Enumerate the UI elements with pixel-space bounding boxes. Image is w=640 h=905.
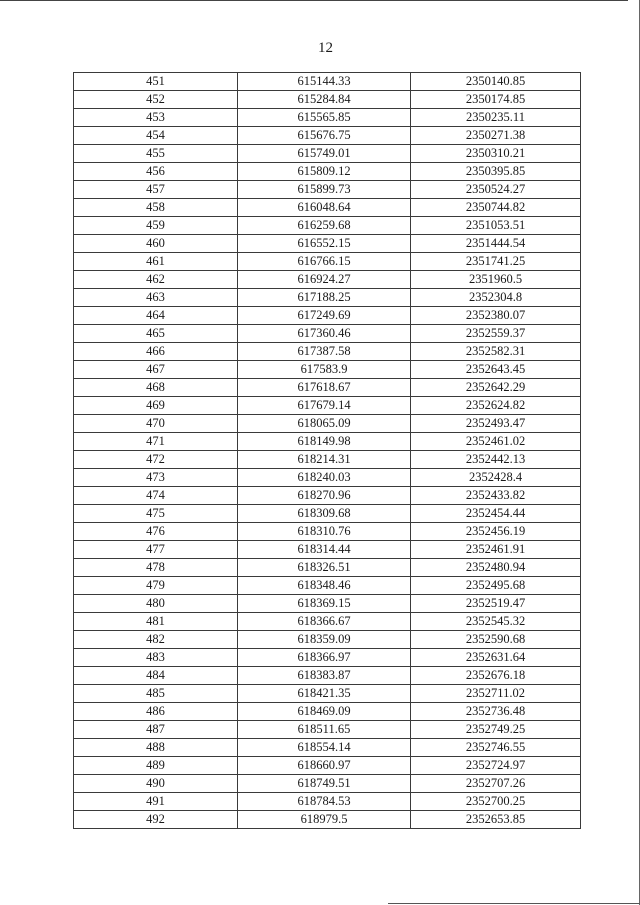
page-edge-top — [0, 0, 628, 1]
y-coordinate-cell: 2352653.85 — [411, 811, 581, 829]
y-coordinate-cell: 2352631.64 — [411, 649, 581, 667]
table-row — [74, 505, 581, 523]
x-coordinate-cell: 615284.84 — [238, 91, 411, 109]
point-number-cell: 471 — [74, 433, 238, 451]
y-coordinate-cell: 2352380.07 — [411, 307, 581, 325]
point-number-cell: 456 — [74, 163, 238, 181]
table-row — [74, 127, 581, 145]
y-coordinate-cell: 2350744.82 — [411, 199, 581, 217]
point-number-cell: 470 — [74, 415, 238, 433]
table-row — [74, 397, 581, 415]
table-row — [74, 361, 581, 379]
point-number-cell: 486 — [74, 703, 238, 721]
point-number-cell: 483 — [74, 649, 238, 667]
x-coordinate-cell: 615144.33 — [238, 73, 411, 91]
point-number-cell: 474 — [74, 487, 238, 505]
table-row — [74, 271, 581, 289]
y-coordinate-cell: 2350310.21 — [411, 145, 581, 163]
point-number-cell: 479 — [74, 577, 238, 595]
table-row — [74, 685, 581, 703]
point-number-cell: 464 — [74, 307, 238, 325]
table-row — [74, 415, 581, 433]
y-coordinate-cell: 2350524.27 — [411, 181, 581, 199]
point-number-cell: 468 — [74, 379, 238, 397]
point-number-cell: 461 — [74, 253, 238, 271]
table-row — [74, 199, 581, 217]
point-number-cell: 454 — [74, 127, 238, 145]
table-row — [74, 307, 581, 325]
point-number-cell: 478 — [74, 559, 238, 577]
table-row — [74, 613, 581, 631]
y-coordinate-cell: 2352749.25 — [411, 721, 581, 739]
point-number-cell: 460 — [74, 235, 238, 253]
y-coordinate-cell: 2352559.37 — [411, 325, 581, 343]
point-number-cell: 469 — [74, 397, 238, 415]
table-row — [74, 523, 581, 541]
y-coordinate-cell: 2352582.31 — [411, 343, 581, 361]
table-row — [74, 649, 581, 667]
table-row — [74, 325, 581, 343]
y-coordinate-cell: 2350395.85 — [411, 163, 581, 181]
y-coordinate-cell: 2352456.19 — [411, 523, 581, 541]
table-row — [74, 91, 581, 109]
y-coordinate-cell: 2351741.25 — [411, 253, 581, 271]
y-coordinate-cell: 2352480.94 — [411, 559, 581, 577]
table-row — [74, 577, 581, 595]
y-coordinate-cell: 2351053.51 — [411, 217, 581, 235]
x-coordinate-cell: 615809.12 — [238, 163, 411, 181]
coordinates-table-body — [74, 73, 581, 829]
y-coordinate-cell: 2350235.11 — [411, 109, 581, 127]
y-coordinate-cell: 2352493.47 — [411, 415, 581, 433]
point-number-cell: 491 — [74, 793, 238, 811]
x-coordinate-cell: 617618.67 — [238, 379, 411, 397]
point-number-cell: 463 — [74, 289, 238, 307]
y-coordinate-cell: 2352461.02 — [411, 433, 581, 451]
point-number-cell: 480 — [74, 595, 238, 613]
table-row — [74, 631, 581, 649]
y-coordinate-cell: 2352495.68 — [411, 577, 581, 595]
point-number-cell: 472 — [74, 451, 238, 469]
y-coordinate-cell: 2352707.26 — [411, 775, 581, 793]
x-coordinate-cell: 618369.15 — [238, 595, 411, 613]
x-coordinate-cell: 618309.68 — [238, 505, 411, 523]
point-number-cell: 481 — [74, 613, 238, 631]
coordinates-table — [73, 72, 581, 829]
point-number-cell: 462 — [74, 271, 238, 289]
table-row — [74, 253, 581, 271]
point-number-cell: 484 — [74, 667, 238, 685]
point-number-cell: 482 — [74, 631, 238, 649]
x-coordinate-cell: 618270.96 — [238, 487, 411, 505]
x-coordinate-cell: 618366.67 — [238, 613, 411, 631]
point-number-cell: 492 — [74, 811, 238, 829]
x-coordinate-cell: 615676.75 — [238, 127, 411, 145]
x-coordinate-cell: 618359.09 — [238, 631, 411, 649]
table-row — [74, 469, 581, 487]
page-number: 12 — [318, 40, 333, 56]
table-row — [74, 703, 581, 721]
table-row — [74, 181, 581, 199]
x-coordinate-cell: 616766.15 — [238, 253, 411, 271]
x-coordinate-cell: 618366.97 — [238, 649, 411, 667]
point-number-cell: 465 — [74, 325, 238, 343]
x-coordinate-cell: 618511.65 — [238, 721, 411, 739]
x-coordinate-cell: 617679.14 — [238, 397, 411, 415]
y-coordinate-cell: 2352642.29 — [411, 379, 581, 397]
table-row — [74, 487, 581, 505]
point-number-cell: 473 — [74, 469, 238, 487]
table-row — [74, 145, 581, 163]
point-number-cell: 485 — [74, 685, 238, 703]
point-number-cell: 459 — [74, 217, 238, 235]
table-row — [74, 109, 581, 127]
x-coordinate-cell: 618348.46 — [238, 577, 411, 595]
point-number-cell: 476 — [74, 523, 238, 541]
y-coordinate-cell: 2352711.02 — [411, 685, 581, 703]
y-coordinate-cell: 2352676.18 — [411, 667, 581, 685]
table-row — [74, 775, 581, 793]
table-row — [74, 793, 581, 811]
x-coordinate-cell: 616552.15 — [238, 235, 411, 253]
y-coordinate-cell: 2350271.38 — [411, 127, 581, 145]
point-number-cell: 467 — [74, 361, 238, 379]
table-row — [74, 235, 581, 253]
table-row — [74, 667, 581, 685]
table-row — [74, 811, 581, 829]
table-row — [74, 289, 581, 307]
x-coordinate-cell: 618421.35 — [238, 685, 411, 703]
x-coordinate-cell: 617249.69 — [238, 307, 411, 325]
x-coordinate-cell: 617188.25 — [238, 289, 411, 307]
x-coordinate-cell: 618979.5 — [238, 811, 411, 829]
y-coordinate-cell: 2352442.13 — [411, 451, 581, 469]
table-row — [74, 739, 581, 757]
x-coordinate-cell: 617360.46 — [238, 325, 411, 343]
y-coordinate-cell: 2352590.68 — [411, 631, 581, 649]
table-row — [74, 721, 581, 739]
point-number-cell: 451 — [74, 73, 238, 91]
table-row — [74, 73, 581, 91]
x-coordinate-cell: 618660.97 — [238, 757, 411, 775]
x-coordinate-cell: 618149.98 — [238, 433, 411, 451]
x-coordinate-cell: 618326.51 — [238, 559, 411, 577]
y-coordinate-cell: 2351444.54 — [411, 235, 581, 253]
x-coordinate-cell: 615899.73 — [238, 181, 411, 199]
point-number-cell: 457 — [74, 181, 238, 199]
page-edge-bottom — [388, 903, 640, 904]
point-number-cell: 488 — [74, 739, 238, 757]
point-number-cell: 477 — [74, 541, 238, 559]
y-coordinate-cell: 2352433.82 — [411, 487, 581, 505]
x-coordinate-cell: 616048.64 — [238, 199, 411, 217]
table-row — [74, 163, 581, 181]
y-coordinate-cell: 2352304.8 — [411, 289, 581, 307]
table-row — [74, 433, 581, 451]
table-row — [74, 451, 581, 469]
x-coordinate-cell: 615565.85 — [238, 109, 411, 127]
point-number-cell: 452 — [74, 91, 238, 109]
y-coordinate-cell: 2352700.25 — [411, 793, 581, 811]
point-number-cell: 487 — [74, 721, 238, 739]
table-row — [74, 595, 581, 613]
y-coordinate-cell: 2352724.97 — [411, 757, 581, 775]
x-coordinate-cell: 616924.27 — [238, 271, 411, 289]
y-coordinate-cell: 2352454.44 — [411, 505, 581, 523]
table-row — [74, 379, 581, 397]
point-number-cell: 458 — [74, 199, 238, 217]
point-number-cell: 455 — [74, 145, 238, 163]
x-coordinate-cell: 618065.09 — [238, 415, 411, 433]
y-coordinate-cell: 2350140.85 — [411, 73, 581, 91]
point-number-cell: 475 — [74, 505, 238, 523]
x-coordinate-cell: 618784.53 — [238, 793, 411, 811]
point-number-cell: 453 — [74, 109, 238, 127]
table-row — [74, 559, 581, 577]
y-coordinate-cell: 2352461.91 — [411, 541, 581, 559]
table-row — [74, 343, 581, 361]
point-number-cell: 489 — [74, 757, 238, 775]
x-coordinate-cell: 615749.01 — [238, 145, 411, 163]
y-coordinate-cell: 2352428.4 — [411, 469, 581, 487]
table-row — [74, 541, 581, 559]
x-coordinate-cell: 618554.14 — [238, 739, 411, 757]
x-coordinate-cell: 617387.58 — [238, 343, 411, 361]
y-coordinate-cell: 2352519.47 — [411, 595, 581, 613]
x-coordinate-cell: 618469.09 — [238, 703, 411, 721]
point-number-cell: 490 — [74, 775, 238, 793]
table-row — [74, 217, 581, 235]
y-coordinate-cell: 2352746.55 — [411, 739, 581, 757]
point-number-cell: 466 — [74, 343, 238, 361]
x-coordinate-cell: 618240.03 — [238, 469, 411, 487]
x-coordinate-cell: 616259.68 — [238, 217, 411, 235]
y-coordinate-cell: 2352643.45 — [411, 361, 581, 379]
x-coordinate-cell: 618749.51 — [238, 775, 411, 793]
x-coordinate-cell: 618383.87 — [238, 667, 411, 685]
x-coordinate-cell: 618214.31 — [238, 451, 411, 469]
y-coordinate-cell: 2352624.82 — [411, 397, 581, 415]
table-row — [74, 757, 581, 775]
y-coordinate-cell: 2352545.32 — [411, 613, 581, 631]
x-coordinate-cell: 617583.9 — [238, 361, 411, 379]
y-coordinate-cell: 2351960.5 — [411, 271, 581, 289]
y-coordinate-cell: 2350174.85 — [411, 91, 581, 109]
x-coordinate-cell: 618310.76 — [238, 523, 411, 541]
y-coordinate-cell: 2352736.48 — [411, 703, 581, 721]
x-coordinate-cell: 618314.44 — [238, 541, 411, 559]
